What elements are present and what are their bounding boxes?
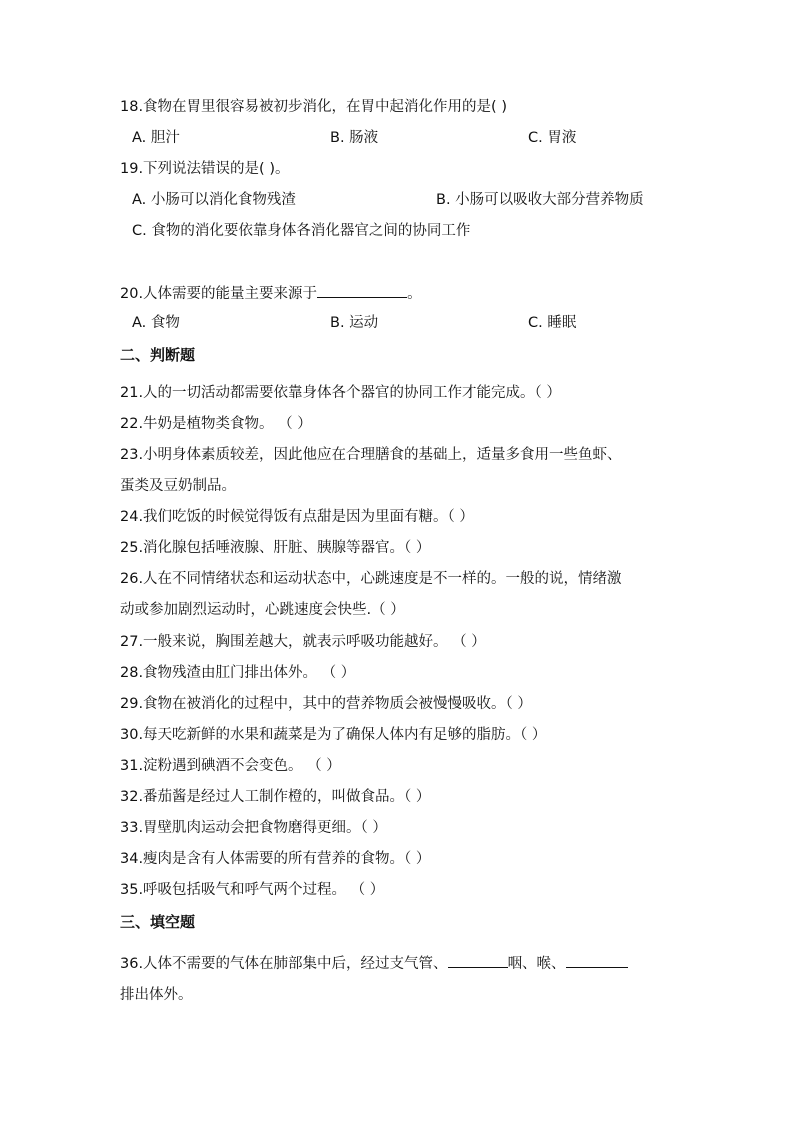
- q36-part1: 36.人体不需要的气体在肺部集中后，经过支气管、: [120, 956, 448, 972]
- q36-blank-1: [448, 953, 508, 968]
- judgment-item: 34.瘦肉是含有人体需要的所有营养的食物。（ ）: [120, 851, 431, 867]
- judgment-item: 32.番茄酱是经过人工制作橙的，叫做食品。（ ）: [120, 789, 431, 805]
- judgment-item: 26.人在不同情绪状态和运动状态中，心跳速度是不一样的。一般的说，情绪激: [120, 571, 622, 587]
- judgment-item: 28.食物残渣由肛门排出体外。 （ ）: [120, 665, 356, 681]
- q18-option-b: B. 肠液: [330, 130, 379, 146]
- q19-option-a: A. 小肠可以消化食物残渣: [132, 192, 296, 208]
- judgment-item: 31.淀粉遇到碘酒不会变色。 （ ）: [120, 758, 341, 774]
- question-36: [120, 953, 628, 974]
- q36-part2: 咽、喉、: [507, 956, 566, 972]
- q20-option-b: B. 运动: [330, 315, 379, 331]
- section-title-fill-blank: 三、填空题: [120, 913, 196, 931]
- judgment-item: 30.每天吃新鲜的水果和蔬菜是为了确保人体内有足够的脂肪。（ ）: [120, 727, 547, 743]
- q36-blank-2: [566, 953, 628, 968]
- judgment-item: 35.呼吸包括吸气和呼气两个过程。 （ ）: [120, 882, 385, 898]
- question-18: 18.食物在胃里很容易被初步消化，在胃中起消化作用的是( ): [120, 99, 507, 115]
- q20-option-c: C. 睡眠: [528, 315, 577, 331]
- q18-option-c: C. 胃液: [528, 130, 577, 146]
- q19-option-c: C. 食物的消化要依靠身体各消化器官之间的协同工作: [132, 223, 471, 239]
- question-20: [120, 283, 422, 304]
- q20-blank: [317, 283, 407, 298]
- judgment-item: 25.消化腺包括唾液腺、肝脏、胰腺等器官。（ ）: [120, 540, 431, 556]
- question-19: 19.下列说法错误的是( )。: [120, 161, 290, 177]
- q20-text-after: 。: [407, 286, 422, 302]
- judgment-item: 24.我们吃饭的时候觉得饭有点甜是因为里面有糖。（ ）: [120, 509, 474, 525]
- judgment-item: 蛋类及豆奶制品。: [120, 478, 236, 494]
- judgment-item: 22.牛奶是植物类食物。 （ ）: [120, 416, 312, 432]
- section-title-judgment: 二、判断题: [120, 346, 196, 364]
- q20-option-a: A. 食物: [132, 315, 180, 331]
- question-36-line2: 排出体外。: [120, 987, 193, 1003]
- judgment-item: 27.一般来说，胸围差越大，就表示呼吸功能越好。 （ ）: [120, 634, 486, 650]
- q18-option-a: A. 胆汁: [132, 130, 180, 146]
- q19-option-b: B. 小肠可以吸收大部分营养物质: [436, 192, 644, 208]
- judgment-item: 23.小明身体素质较差，因此他应在合理膳食的基础上，适量多食用一些鱼虾、: [120, 447, 622, 463]
- judgment-item: 21.人的一切活动都需要依靠身体各个器官的协同工作才能完成。（ ）: [120, 385, 561, 401]
- q20-text-before: 20.人体需要的能量主要来源于: [120, 286, 318, 302]
- judgment-item: 动或参加剧烈运动时，心跳速度会快些.（ ）: [120, 602, 405, 618]
- judgment-item: 29.食物在被消化的过程中，其中的营养物质会被慢慢吸收。（ ）: [120, 696, 532, 712]
- judgment-item: 33.胃壁肌肉运动会把食物磨得更细。（ ）: [120, 820, 387, 836]
